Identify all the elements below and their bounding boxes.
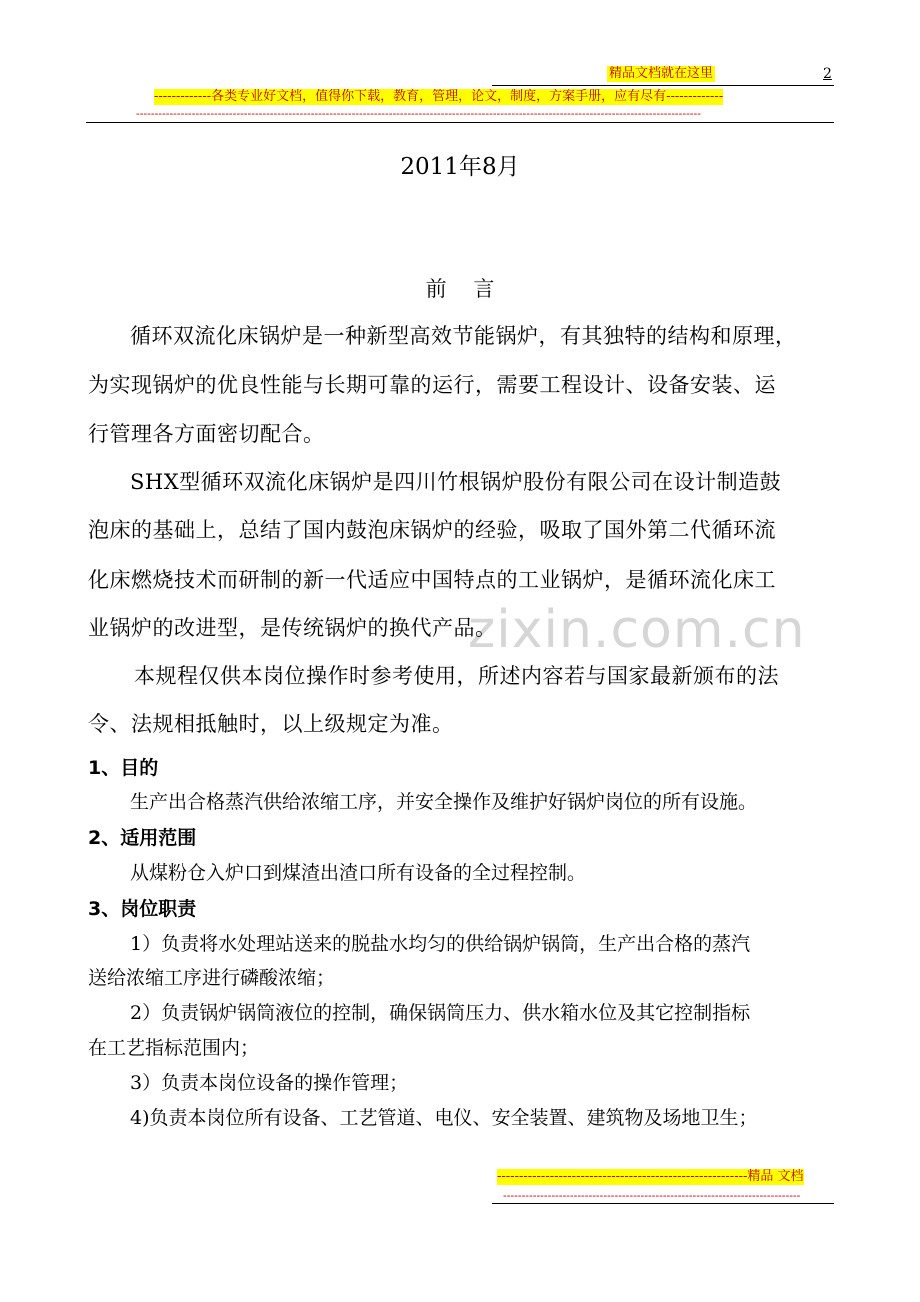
header-dash-line: -------------------------------------------------------------------------------------------------------------------------------------------------------- xyxy=(136,108,701,120)
para1-line3: 行管理各方面密切配合。 xyxy=(88,422,325,446)
section1-text: 生产出合格蒸汽供给浓缩工序，并安全操作及维护好锅炉岗位的所有设施。 xyxy=(130,791,758,813)
section3-item2-line2: 在工艺指标范围内； xyxy=(88,1037,260,1059)
para2-line2: 泡床的基础上，总结了国内鼓泡床锅炉的经验，吸取了国外第二代循环流 xyxy=(88,518,776,542)
para1-line2: 为实现锅炉的优良性能与长期可靠的运行，需要工程设计、设备安装、运 xyxy=(88,373,776,397)
section2-title: 2、适用范围 xyxy=(88,827,197,849)
section3-item2-line1: 2）负责锅炉锅筒液位的控制，确保锅筒压力、供水箱水位及其它控制指标 xyxy=(130,1002,751,1024)
section2-text: 从煤粉仓入炉口到煤渣出渣口所有设备的全过程控制。 xyxy=(130,862,587,884)
watermark: zixin.com.cn xyxy=(468,600,806,660)
para3-line2: 令、法规相抵触时，以上级规定为准。 xyxy=(88,712,454,736)
footer-dash-line: -------------------------------------------------------------------------------- xyxy=(503,1190,801,1202)
section1-title: 1、目的 xyxy=(88,757,159,779)
header-rule xyxy=(86,122,834,123)
section3-title: 3、岗位职责 xyxy=(88,898,197,920)
section3-item3: 3）负责本岗位设备的操作管理； xyxy=(130,1072,409,1094)
header-rule-short xyxy=(492,85,834,86)
header-banner: -------------各类专业好文档，值得你下载，教育，管理，论文，制度，方案手册，应有尽有------------- xyxy=(154,89,724,104)
para3-line1: 本规程仅供本岗位操作时参考使用，所述内容若与国家最新颁布的法 xyxy=(134,664,779,688)
footer-banner: ---------------------------------------------------------精品 文档 xyxy=(497,1169,804,1184)
para2-line1: SHX型循环双流化床锅炉是四川竹根锅炉股份有限公司在设计制造鼓 xyxy=(130,470,782,494)
doc-date: 2011年8月 xyxy=(400,154,520,180)
section3-item1-line1: 1）负责将水处理站送来的脱盐水均匀的供给锅炉锅筒，生产出合格的蒸汽 xyxy=(130,933,751,955)
preface-title: 前 言 xyxy=(425,277,495,301)
para1-line1: 循环双流化床锅炉是一种新型高效节能锅炉，有其独特的结构和原理， xyxy=(130,324,797,348)
header-tag: 精品文档就在这里 xyxy=(609,66,714,81)
section3-item1-line2: 送给浓缩工序进行磷酸浓缩； xyxy=(88,967,336,989)
section3-item4: 4)负责本岗位所有设备、工艺管道、电仪、安全装置、建筑物及场地卫生； xyxy=(130,1107,758,1129)
para2-line4: 业锅炉的改进型，是传统锅炉的换代产品。 xyxy=(88,616,497,640)
page-number: 2 xyxy=(823,66,832,82)
footer-rule xyxy=(492,1203,834,1204)
para2-line3: 化床燃烧技术而研制的新一代适应中国特点的工业锅炉，是循环流化床工 xyxy=(88,568,776,592)
